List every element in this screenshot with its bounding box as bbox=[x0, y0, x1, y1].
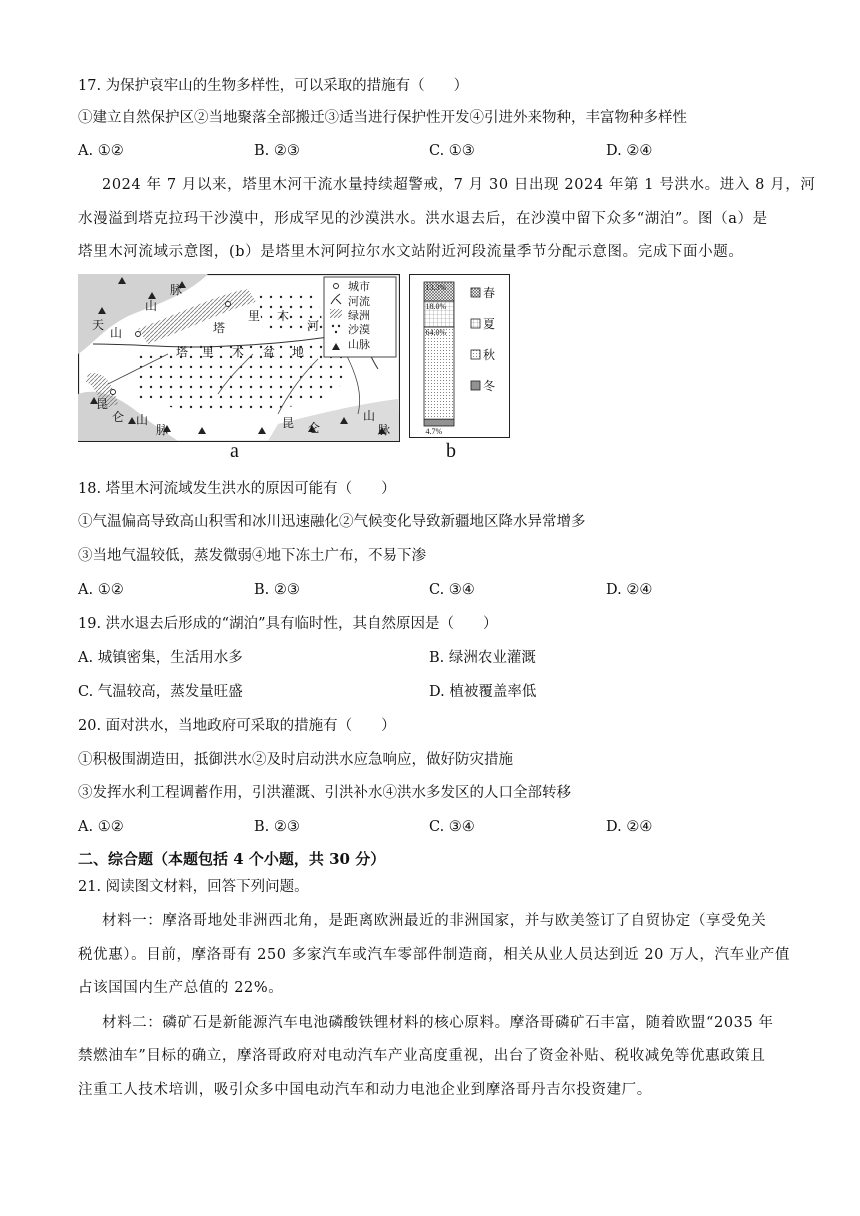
legend-river: 河流 bbox=[348, 295, 370, 308]
place-tian: 天 bbox=[92, 318, 105, 332]
tarim-basin-map bbox=[78, 274, 400, 442]
q18-option-d[interactable]: D. ②④ bbox=[606, 582, 653, 598]
legend-swatch-春 bbox=[471, 288, 480, 297]
bar-label-秋: 64.0% bbox=[425, 328, 447, 338]
q20-option-c[interactable]: C. ③④ bbox=[429, 819, 475, 835]
place-shan4: 山 bbox=[363, 409, 376, 423]
bar-segment-冬 bbox=[424, 419, 454, 426]
material-line-1: 2024 年 7 月以来，塔里木河干流水量持续超警戒，7 月 30 日出现 2024 年第 1 号洪水。进入 8 月，河 bbox=[102, 177, 816, 193]
legend-desert: 沙漠 bbox=[348, 323, 370, 336]
bar-label-春: 13.3% bbox=[425, 283, 447, 292]
q20-stem: 20. 面对洪水，当地政府可采取的措施有（ ） bbox=[78, 718, 396, 734]
q17-option-a[interactable]: A. ①② bbox=[78, 143, 124, 159]
place-ta2: 塔 bbox=[176, 345, 189, 359]
q17-items: ①建立自然保护区②当地聚落全部搬迁③适当进行保护性开发④引进外来物种，丰富物种多样性 bbox=[78, 110, 687, 126]
place-shan2: 山 bbox=[145, 299, 158, 313]
place-mai2: 脉 bbox=[156, 423, 169, 437]
q18-items-1: ①气温偏高导致高山积雪和冰川迅速融化②气候变化导致新疆地区降水异常增多 bbox=[78, 514, 586, 530]
q18-stem: 18. 塔里木河流域发生洪水的原因可能有（ ） bbox=[78, 481, 396, 497]
q18-items-2: ③当地气温较低，蒸发微弱④地下冻土广布，不易下渗 bbox=[78, 548, 426, 564]
place-lun1: 仑 bbox=[112, 410, 125, 424]
place-di: 地 bbox=[292, 345, 305, 359]
legend-city: 城市 bbox=[348, 280, 370, 293]
figure-a-label: a bbox=[230, 440, 239, 462]
place-ta1: 塔 bbox=[213, 321, 226, 335]
q19-option-c[interactable]: C. 气温较高，蒸发量旺盛 bbox=[78, 684, 243, 700]
q21-stem: 21. 阅读图文材料，回答下列问题。 bbox=[78, 879, 309, 895]
q18-option-c[interactable]: C. ③④ bbox=[429, 582, 475, 598]
q20-items-2: ③发挥水利工程调蓄作用，引洪灌溉、引洪补水④洪水多发区的人口全部转移 bbox=[78, 785, 571, 801]
legend-oasis-icon bbox=[330, 309, 342, 318]
place-shan3: 山 bbox=[136, 413, 149, 427]
place-pen: 盆 bbox=[263, 345, 276, 359]
q21-material-1-line-3: 占该国国内生产总值的 22%。 bbox=[78, 980, 284, 996]
place-mai3: 脉 bbox=[378, 423, 391, 437]
seasonal-flow-chart bbox=[409, 274, 510, 438]
bar-label-夏: 18.0% bbox=[425, 302, 447, 312]
section-2-title: 二、综合题（本题包括 4 个小题，共 30 分） bbox=[78, 850, 386, 868]
bar-segment-秋 bbox=[424, 327, 454, 419]
legend-swatch-冬 bbox=[471, 381, 480, 390]
figure-a-map bbox=[78, 274, 400, 442]
place-he: 河 bbox=[307, 319, 320, 333]
q17-stem: 17. 为保护哀牢山的生物多样性，可以采取的措施有（ ） bbox=[78, 78, 469, 94]
q20-option-d[interactable]: D. ②④ bbox=[606, 819, 653, 835]
material-line-3: 塔里木河流域示意图，(b）是塔里木河阿拉尔水文站附近河段流量季节分配示意图。完成下面小题。 bbox=[78, 244, 744, 260]
material-line-2: 水漫溢到塔克拉玛干沙漠中，形成罕见的沙漠洪水。洪水退去后，在沙漠中留下众多“湖泊”。图（a）是 bbox=[78, 211, 768, 227]
q21-material-2-line-1: 材料二：磷矿石是新能源汽车电池磷酸铁锂材料的核心原料。摩洛哥磷矿石丰富，随着欧盟“2035 年 bbox=[102, 1015, 774, 1031]
place-shan1: 山 bbox=[110, 326, 123, 340]
q17-option-c[interactable]: C. ①③ bbox=[429, 143, 475, 159]
q17-option-b[interactable]: B. ②③ bbox=[254, 143, 300, 159]
place-mu2: 木 bbox=[232, 345, 245, 359]
legend-label-冬: 冬 bbox=[483, 379, 496, 393]
legend-label-秋: 秋 bbox=[483, 348, 496, 362]
legend-oasis: 绿洲 bbox=[348, 309, 370, 322]
place-mu1: 木 bbox=[277, 309, 290, 323]
q19-stem: 19. 洪水退去后形成的“湖泊”具有临时性，其自然原因是（ ） bbox=[78, 616, 498, 632]
q18-option-a[interactable]: A. ①② bbox=[78, 582, 124, 598]
q19-option-b[interactable]: B. 绿洲农业灌溉 bbox=[429, 650, 536, 666]
bar-label-冬: 4.7% bbox=[425, 427, 443, 436]
place-lun2: 仑 bbox=[308, 421, 321, 435]
q18-option-b[interactable]: B. ②③ bbox=[254, 582, 300, 598]
place-li2: 里 bbox=[202, 345, 215, 359]
place-kun1: 昆 bbox=[96, 397, 109, 411]
legend-mountain: 山脉 bbox=[348, 338, 370, 351]
legend-city-icon bbox=[334, 284, 339, 289]
place-mai1: 脉 bbox=[170, 283, 183, 297]
q20-option-b[interactable]: B. ②③ bbox=[254, 819, 300, 835]
figure-b-label: b bbox=[446, 440, 456, 462]
q19-option-d[interactable]: D. 植被覆盖率低 bbox=[429, 684, 537, 700]
q21-material-2-line-2: 禁燃油车”目标的确立，摩洛哥政府对电动汽车产业高度重视，出台了资金补贴、税收减免等优惠政策且 bbox=[78, 1048, 766, 1064]
legend-label-夏: 夏 bbox=[483, 317, 496, 331]
q17-option-d[interactable]: D. ②④ bbox=[606, 143, 653, 159]
q21-material-1-line-1: 材料一：摩洛哥地处非洲西北角，是距离欧洲最近的非洲国家，并与欧美签订了自贸协定（享受免关 bbox=[102, 913, 767, 929]
q20-option-a[interactable]: A. ①② bbox=[78, 819, 124, 835]
legend-swatch-夏 bbox=[471, 319, 480, 328]
q21-material-2-line-3: 注重工人技术培训，吸引众多中国电动汽车和动力电池企业到摩洛哥丹吉尔投资建厂。 bbox=[78, 1082, 652, 1098]
q21-material-1-line-2: 税优惠）。目前，摩洛哥有 250 多家汽车或汽车零部件制造商，相关从业人员达到近 20 万人，汽车业产值 bbox=[78, 947, 791, 963]
place-li1: 里 bbox=[248, 309, 261, 323]
legend-label-春: 春 bbox=[483, 286, 496, 300]
figure-b-chart bbox=[409, 274, 510, 438]
place-kun2: 昆 bbox=[282, 416, 295, 430]
q20-items-1: ①积极围湖造田，抵御洪水②及时启动洪水应急响应，做好防灾措施 bbox=[78, 752, 513, 768]
legend-swatch-秋 bbox=[471, 350, 480, 359]
q19-option-a[interactable]: A. 城镇密集，生活用水多 bbox=[78, 650, 243, 666]
